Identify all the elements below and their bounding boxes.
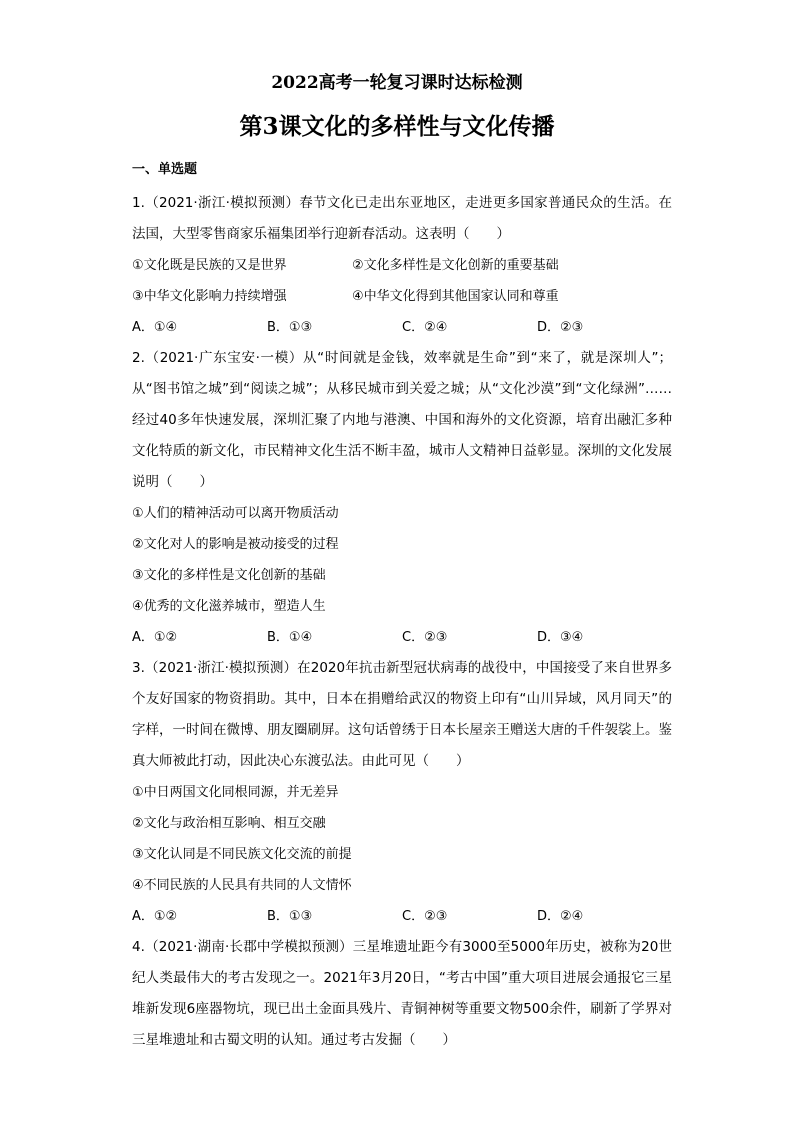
statement: ④不同民族的人民具有共同的人文情怀 [132,878,352,893]
statement: ③文化认同是不同民族文化交流的前提 [132,847,352,862]
choice-c: C．②③ [402,630,448,645]
choice-b: B．①③ [267,909,313,924]
choice-a: A．①② [132,630,178,645]
statement: ①中日两国文化同根同源，并无差异 [132,785,339,800]
choice-c: C．②③ [402,909,448,924]
statement: ②文化与政治相互影响、相互交融 [132,816,326,831]
question-1-statements-row-1 [132,250,672,281]
question-2-stem: 2.（2021·广东宝安·一模）从“时间就是金钱，效率就是生命”到“来了，就是深圳人”；从“图书馆之城”到“阅读之城”；从移民城市到关爱之城；从“文化沙漠”到“文化绿洲”……经过40多年快速发展，深圳汇聚了内地与港澳、中国和海外的文化资源，培育出融汇多种文化特质的新文化，市民精神文化生活不断丰盈，城市人文精神日益彰显。深圳的文化发展说明（ ） [132,350,672,490]
question-1-statements-row-2 [132,281,672,312]
question-3-choices [132,901,672,932]
choice-b: B．①④ [267,630,313,645]
statement: ②文化多样性是文化创新的重要基础 [352,258,559,273]
exam-title: 2022高考一轮复习课时达标检测 [271,73,523,93]
statement: ①文化既是民族的又是世界 [132,258,287,273]
statement: ①人们的精神活动可以离开物质活动 [132,506,339,521]
section-heading: 一、单选题 [132,162,198,177]
statement: ③文化的多样性是文化创新的基础 [132,568,326,583]
choice-a: A．①④ [132,320,178,335]
choice-d: D．③④ [537,630,584,645]
statement: ④优秀的文化滋养城市，塑造人生 [132,599,326,614]
question-1-choices [132,312,672,343]
choice-c: C．②④ [402,320,448,335]
choice-a: A．①② [132,909,178,924]
statement: ③中华文化影响力持续增强 [132,289,287,304]
choice-d: D．②④ [537,909,584,924]
choice-b: B．①③ [267,320,313,335]
statement: ④中华文化得到其他国家认同和尊重 [352,289,559,304]
question-1-stem: 1.（2021·浙江·模拟预测）春节文化已走出东亚地区，走进更多国家普通民众的生活。在法国，大型零售商家乐福集团举行迎新春活动。这表明（ ） [132,195,672,242]
choice-d: D．②③ [537,320,584,335]
question-4-stem: 4.（2021·湖南·长郡中学模拟预测）三星堆遗址距今有3000至5000年历史，被称为20世纪人类最伟大的考古发现之一。2021年3月20日，“考古中国”重大项目进展会通报它三星堆新发现6座器物坑，现已出土金面具残片、青铜神树等重要文物500余件，刷新了学界对三星堆遗址和古蜀文明的认知。通过考古发掘（ ） [132,939,672,1048]
content [132,160,672,1056]
lesson-title: 第3课文化的多样性与文化传播 [239,113,555,140]
statement: ②文化对人的影响是被动接受的过程 [132,537,339,552]
question-2-choices [132,622,672,653]
question-3-stem: 3.（2021·浙江·模拟预测）在2020年抗击新型冠状病毒的战役中，中国接受了来自世界多个友好国家的物资捐助。其中，日本在捐赠给武汉的物资上印有“山川异域，风月同天”的字样，一时间在微博、朋友圈刷屏。这句话曾绣于日本长屋亲王赠送大唐的千件袈裟上。鉴真大师被此打动，因此决心东渡弘法。由此可见（ ） [132,660,672,769]
